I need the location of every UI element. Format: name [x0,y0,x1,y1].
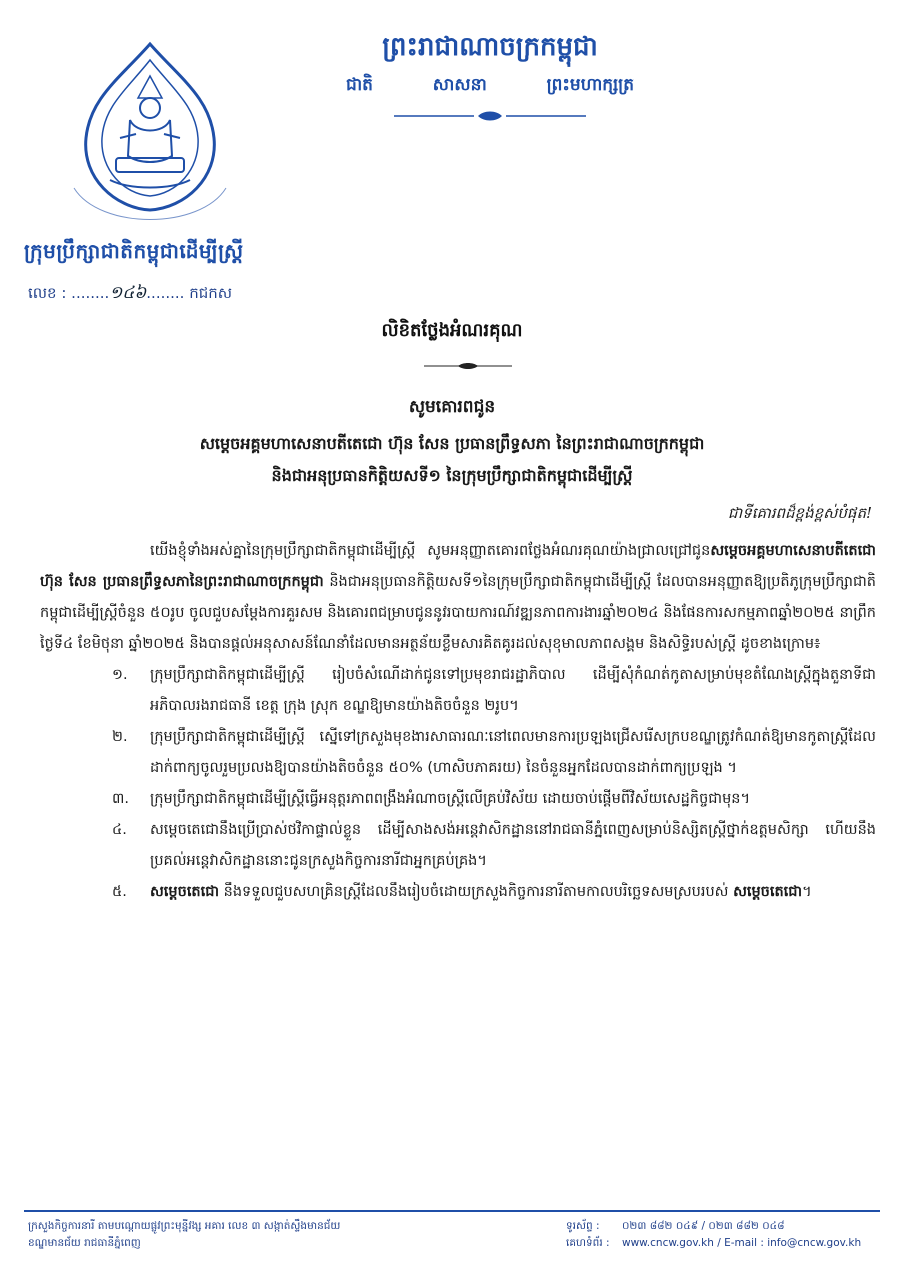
reference-suffix: កជកស [189,284,233,302]
motto-nation: ជាតិ [346,75,373,95]
list-item: ៣. ក្រុមប្រឹក្សាជាតិកម្ពុជាដើម្បីស្ត្រីធ្វើអនុត្តរភាពពង្រឹងអំណាចស្ត្រីលើគ្រប់វិស័យ ដោយចាប់ផ្តើមពីវិស័យសេដ្ឋកិច្ចជាមុន។ [112,791,751,807]
address-line-2: ខណ្ឌមានជ័យ រាជធានីភ្នំពេញ [28,1237,141,1249]
header-ornament-divider [390,108,590,124]
council-name: ក្រុមប្រឹក្សាជាតិកម្ពុជាដើម្បីស្ត្រី [24,239,244,263]
list-item: ៤. សម្តេចតេជោនឹងប្រើប្រាស់ថវិកាផ្ទាល់ខ្លួន ដើម្បីសាងសង់អន្តេវាសិកដ្ឋាននៅរាជធានីភ្នំពេញសម្រាប់និស្សិតស្ត្រីថ្នាក់ឧត្តមសិក្សា ហើយនឹងប្រគល់អន្តេវាសិកដ្ឋាននោះជូនក្រសួងកិច្ចការនារីជាអ្នកគ្រប់គ្រង។ [112,822,876,869]
addressee-line-1: សម្តេចអគ្គមហាសេនាបតីតេជោ ហ៊ុន សែន ប្រធានព្រឹទ្ធសភា នៃព្រះរាជាណាចក្រកម្ពុជា [199,434,705,453]
website-label: គេហទំព័រ : [566,1237,610,1249]
phone-numbers: ០២៣ ៨៨២ ០៤៩ / ០២៣ ៨៨២ ០៤៨ [622,1220,785,1232]
title-ornament-divider [418,360,518,372]
addressee-line-2: និងជាអនុប្រធានកិត្តិយសទី១ នៃក្រុមប្រឹក្សាជាតិកម្ពុជាដើម្បីស្ត្រី [271,466,633,485]
footer-divider [24,1210,880,1212]
list-item: ២. ក្រុមប្រឹក្សាជាតិកម្ពុជាដើម្បីស្ត្រី ស្នើទៅក្រសួងមុខងារសាធារណៈនៅពេលមានការប្រឡងជ្រើសរើសក្របខណ្ឌត្រូវកំណត់ឱ្យមានកូតាស្ត្រីដែលដាក់ពាក្យចូលរួមប្រលងឱ្យបានយ៉ាងតិចចំនួន ៥០% (ហាសិបភាគរយ) នៃចំនួនអ្នកដែលបានដាក់ពាក្យប្រឡង ។ [112,729,876,776]
letter-body [40,536,876,908]
salutation-label: សូមគោរពជូន [408,397,496,417]
reference-number: លេខ : ........១៤៦........ កជកស [28,283,233,303]
footer-contacts [566,1218,878,1252]
council-emblem-logo [60,38,240,238]
footer-address [28,1218,448,1252]
website-email: www.cncw.gov.kh / E-mail : info@cncw.gov.kh [622,1237,862,1249]
motto-king: ព្រះមហាក្សត្រ [546,75,634,95]
list-item: ៥. សម្តេចតេជោ នឹងទទួលជួបសហគ្រិនស្ត្រីដែលនឹងរៀបចំដោយក្រសួងកិច្ចការនារីតាមកាលបរិច្ឆេទសមស្របរបស់ សម្តេចតេជោ។ [112,884,812,900]
addressee-block [40,428,864,492]
reference-value: ១៤៦ [109,283,147,303]
motto-religion: សាសនា [432,75,487,95]
addressee-bold: សម្តេចអគ្គមហាសេនាបតីតេជោ ហ៊ុន សែន ប្រធានព្រឹទ្ធសភានៃព្រះរាជាណាចក្រកម្ពុជា [40,543,876,590]
list-item: ១. ក្រុមប្រឹក្សាជាតិកម្ពុជាដើម្បីស្ត្រី រៀបចំសំណើដាក់ជូនទៅប្រមុខរាជរដ្ឋាភិបាល ដើម្បីសុំកំណត់កូតាសម្រាប់មុខតំណែងស្ត្រីក្នុងតួនាទីជាអភិបាលរងរាជធានី ខេត្ត ក្រុង ស្រុក ខណ្ឌឱ្យមានយ៉ាងតិចចំនួន ២រូប។ [112,667,876,714]
document-title: លិខិតថ្លែងអំណរគុណ [381,320,523,341]
kingdom-heading: ព្រះរាជាណាចក្រកម្ពុជា [382,32,598,62]
recommendation-list [40,660,876,908]
intro-paragraph: យើងខ្ញុំទាំងអស់គ្នានៃក្រុមប្រឹក្សាជាតិកម្ពុជាដើម្បីស្ត្រី សូមអនុញ្ញាតគោរពថ្លែងអំណរគុណយ៉ាងជ្រាលជ្រៅជូនសម្តេចអគ្គមហាសេនាបតីតេជោ ហ៊ុន សែន ប្រធានព្រឹទ្ធសភានៃព្រះរាជាណាចក្រកម្ពុជា និងជាអនុប្រធានកិត្តិយសទី១នៃក្រុមប្រឹក្សាជាតិកម្ពុជាដើម្បីស្ត្រី ដែលបានអនុញ្ញាតឱ្យប្រតិភូក្រុមប្រឹក្សាជាតិកម្ពុជាដើម្បីស្ត្រីចំនួន ៥០រូប ចូលជួបសម្តែងការគួរសម និងគោរពជម្រាបជូននូវរបាយការណ៍វឌ្ឍនភាពការងារឆ្នាំ២០២៤ និងផែនការសកម្មភាពឆ្នាំ២០២៥ នាព្រឹកថ្ងៃទី៤ ខែមិថុនា ឆ្នាំ២០២៥ និងបានផ្តល់អនុសាសន៍ណែនាំដែលមានអត្ថន័យខ្លឹមសារគិតគូរដល់សុខុមាលភាពសង្គម និងសិទ្ធិរបស់ស្ត្រី ដូចខាងក្រោម៖ [40,543,876,652]
reference-label: លេខ : [28,284,67,302]
respect-phrase: ជាទីគោរពដ៏ខ្ពង់ខ្ពស់បំផុត! [727,504,872,522]
address-line-1: ក្រសួងកិច្ចការនារី តាមបណ្តោយផ្លូវព្រះមុន្នីវង្ស អគារ លេខ ៣ សង្កាត់ស្ទឹងមានជ័យ [28,1220,341,1232]
national-motto [300,74,680,99]
phone-label: ទូរស័ព្ទ : [566,1220,600,1232]
